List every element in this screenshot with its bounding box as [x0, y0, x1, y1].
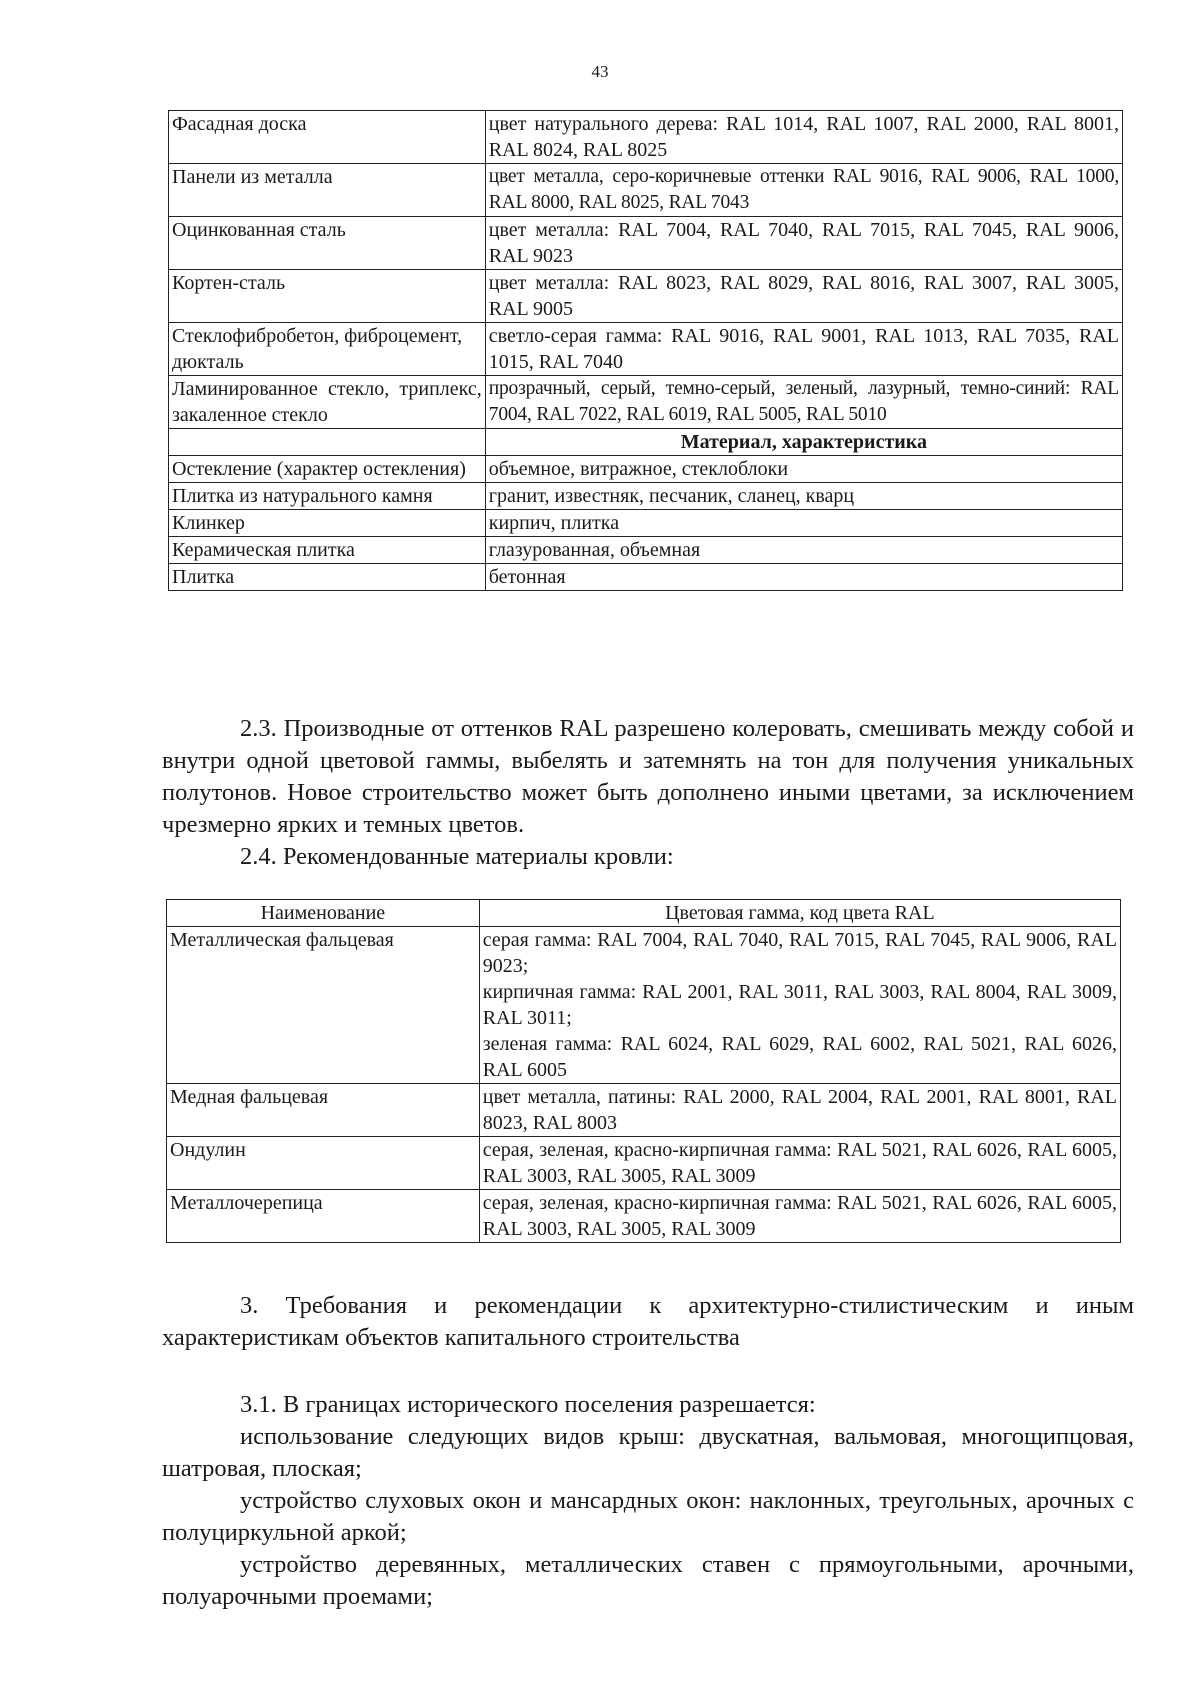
material-colors: цвет металла: RAL 7004, RAL 7040, RAL 7015, RAL 7045, RAL 9006, RAL 9023: [485, 217, 1122, 270]
material-description: кирпич, плитка: [485, 510, 1122, 537]
column-header-name: Наименование: [167, 900, 480, 927]
color-line: кирпичная гамма: RAL 2001, RAL 3011, RAL 3003, RAL 8004, RAL 3009, RAL 3011;: [482, 981, 1117, 1029]
table-row: [169, 376, 1123, 429]
material-colors: прозрачный, серый, темно-серый, зеленый, лазурный, темно-синий: RAL 7004, RAL 7022, RAL 6019, RAL 5005, RAL 5010: [485, 376, 1122, 429]
material-colors: цвет металла, серо-коричневые оттенки RAL 9016, RAL 9006, RAL 1000, RAL 8000, RAL 8025, RAL 7043: [485, 164, 1122, 217]
table-row: [169, 456, 1123, 483]
paragraph-3-1: 3.1. В границах исторического поселения разрешается:: [240, 1391, 816, 1418]
list-item: устройство слуховых окон и мансардных окон: наклонных, треугольных, арочных с полуциркульной аркой;: [162, 1487, 1134, 1546]
material-name: Керамическая плитка: [169, 537, 486, 564]
section-3-heading: 3. Требования и рекомендации к архитектурно-стилистическим и иным характеристикам объектов капитального строительства: [162, 1292, 1134, 1351]
table-row: [169, 164, 1123, 217]
table-row: [169, 217, 1123, 270]
table-section-header-row: [169, 429, 1123, 456]
table-row: [169, 537, 1123, 564]
facade-materials-table: [168, 110, 1123, 591]
material-name: Плитка: [169, 564, 486, 591]
table-row: [167, 1137, 1121, 1190]
material-colors: цвет металла: RAL 8023, RAL 8029, RAL 8016, RAL 3007, RAL 3005, RAL 9005: [485, 270, 1122, 323]
table-row: [169, 270, 1123, 323]
color-line: серая гамма: RAL 7004, RAL 7040, RAL 7015, RAL 7045, RAL 9006, RAL 9023;: [482, 929, 1117, 977]
material-name: Клинкер: [169, 510, 486, 537]
paragraph-2-3: 2.3. Производные от оттенков RAL разрешено колеровать, смешивать между собой и внутри одной цветовой гаммы, выбелять и затемнять на тон для получения уникальных полутонов. Новое строительство может быть дополнено иными цветами, за исключением чрезмерно ярких и темных цветов.: [162, 715, 1134, 838]
material-colors: светло-серая гамма: RAL 9016, RAL 9001, RAL 1013, RAL 7035, RAL 1015, RAL 7040: [485, 323, 1122, 376]
material-name: Ламинированное стекло, триплекс, закаленное стекло: [169, 376, 486, 429]
list-item: использование следующих видов крыш: двускатная, вальмовая, многощипцовая, шатровая, плоская;: [162, 1423, 1134, 1482]
material-name: Стеклофибробетон, фиброцемент, дюкталь: [169, 323, 486, 376]
table-row: [169, 323, 1123, 376]
empty-cell: [169, 429, 486, 456]
column-header-colors: Цветовая гамма, код цвета RAL: [479, 900, 1120, 927]
paragraph-2-4: 2.4. Рекомендованные материалы кровли:: [240, 843, 674, 870]
table-row: [169, 564, 1123, 591]
roofing-colors: серая, зеленая, красно-кирпичная гамма: RAL 5021, RAL 6026, RAL 6005, RAL 3003, RAL 3005, RAL 3009: [479, 1137, 1120, 1190]
roofing-name: Медная фальцевая: [167, 1084, 480, 1137]
material-name: Оцинкованная сталь: [169, 217, 486, 270]
material-description: глазурованная, объемная: [485, 537, 1122, 564]
roofing-colors: [479, 927, 1120, 1084]
material-name: Кортен-сталь: [169, 270, 486, 323]
material-name: Фасадная доска: [169, 111, 486, 164]
table-row: [169, 111, 1123, 164]
table-row: [169, 483, 1123, 510]
material-description: гранит, известняк, песчаник, сланец, кварц: [485, 483, 1122, 510]
material-description: объемное, витражное, стеклоблоки: [485, 456, 1122, 483]
table-header-row: [167, 900, 1121, 927]
roofing-name: Металлочерепица: [167, 1190, 480, 1243]
material-colors: цвет натурального дерева: RAL 1014, RAL 1007, RAL 2000, RAL 8001, RAL 8024, RAL 8025: [485, 111, 1122, 164]
material-name: Остекление (характер остекления): [169, 456, 486, 483]
roofing-materials-table: [166, 899, 1121, 1243]
material-name: Плитка из натурального камня: [169, 483, 486, 510]
page-number: 43: [591, 62, 609, 81]
color-line: зеленая гамма: RAL 6024, RAL 6029, RAL 6002, RAL 5021, RAL 6026, RAL 6005: [482, 1033, 1117, 1081]
list-item: устройство деревянных, металлических ставен с прямоугольными, арочными, полуарочными проемами;: [162, 1551, 1134, 1610]
material-name: Панели из металла: [169, 164, 486, 217]
roofing-colors: цвет металла, патины: RAL 2000, RAL 2004, RAL 2001, RAL 8001, RAL 8023, RAL 8003: [479, 1084, 1120, 1137]
roofing-name: Ондулин: [167, 1137, 480, 1190]
material-description: бетонная: [485, 564, 1122, 591]
table-row: [167, 1190, 1121, 1243]
roofing-colors: серая, зеленая, красно-кирпичная гамма: RAL 5021, RAL 6026, RAL 6005, RAL 3003, RAL 3005, RAL 3009: [479, 1190, 1120, 1243]
table-row: [169, 510, 1123, 537]
table-row: [167, 1084, 1121, 1137]
table-row: [167, 927, 1121, 1084]
section-header: Материал, характеристика: [485, 429, 1122, 456]
roofing-name: Металлическая фальцевая: [167, 927, 480, 1084]
